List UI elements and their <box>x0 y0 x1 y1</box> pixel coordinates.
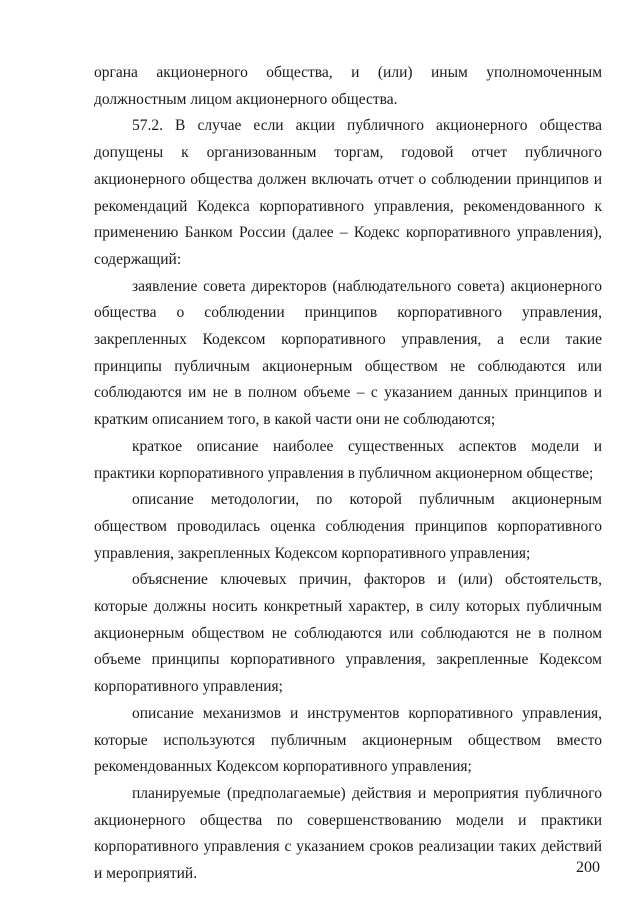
page-number: 200 <box>576 859 600 876</box>
list-item-methodology: описание методологии, по которой публичным акционерным обществом проводилась оценка соблюдения принципов корпоративного управления, закрепленных Кодексом корпоративного управления; <box>94 491 602 562</box>
list-item-board-statement: заявление совета директоров (наблюдательного совета) акционерного общества о соблюдении принципов корпоративного управления, закрепленных Кодексом корпоративного управления, а если такие принципы публичным акционерным обществом не соблюдаются или соблюдаются им не в полном объеме – с указанием данных принципов и кратким описанием того, в какой части они не соблюдаются; <box>94 277 602 429</box>
list-item-brief-description: краткое описание наиболее существенных аспектов модели и практики корпоративного управления в публичном акционерном обществе; <box>94 437 602 482</box>
paragraph-57-2: 57.2. В случае если акции публичного акционерного общества допущены к организованным торгам, годовой отчет публичного акционерного общества должен включать отчет о соблюдении принципов и рекомендаций Кодекса корпоративного управления, рекомендованного к применению Банком России (далее – Кодекс корпоративного управления), содержащий: <box>94 117 602 268</box>
list-item-explanation: объяснение ключевых причин, факторов и (или) обстоятельств, которые должны носить конкретный характер, в силу которых публичным акционерным обществом не соблюдаются или соблюдаются не в полном объеме принципы корпоративного управления, закрепленные Кодексом корпоративного управления; <box>94 571 602 696</box>
list-item-planned-actions: планируемые (предполагаемые) действия и мероприятия публичного акционерного общества по совершенствованию модели и практики корпоративного управления с указанием сроков реализации таких действий и мероприятий. <box>94 784 602 883</box>
document-page <box>94 60 602 888</box>
list-item-mechanisms: описание механизмов и инструментов корпоративного управления, которые используются публичным акционерным обществом вместо рекомендованных Кодексом корпоративного управления; <box>94 704 602 776</box>
paragraph-continuation: органа акционерного общества, и (или) иным уполномоченным должностным лицом акционерного общества. <box>94 64 602 108</box>
